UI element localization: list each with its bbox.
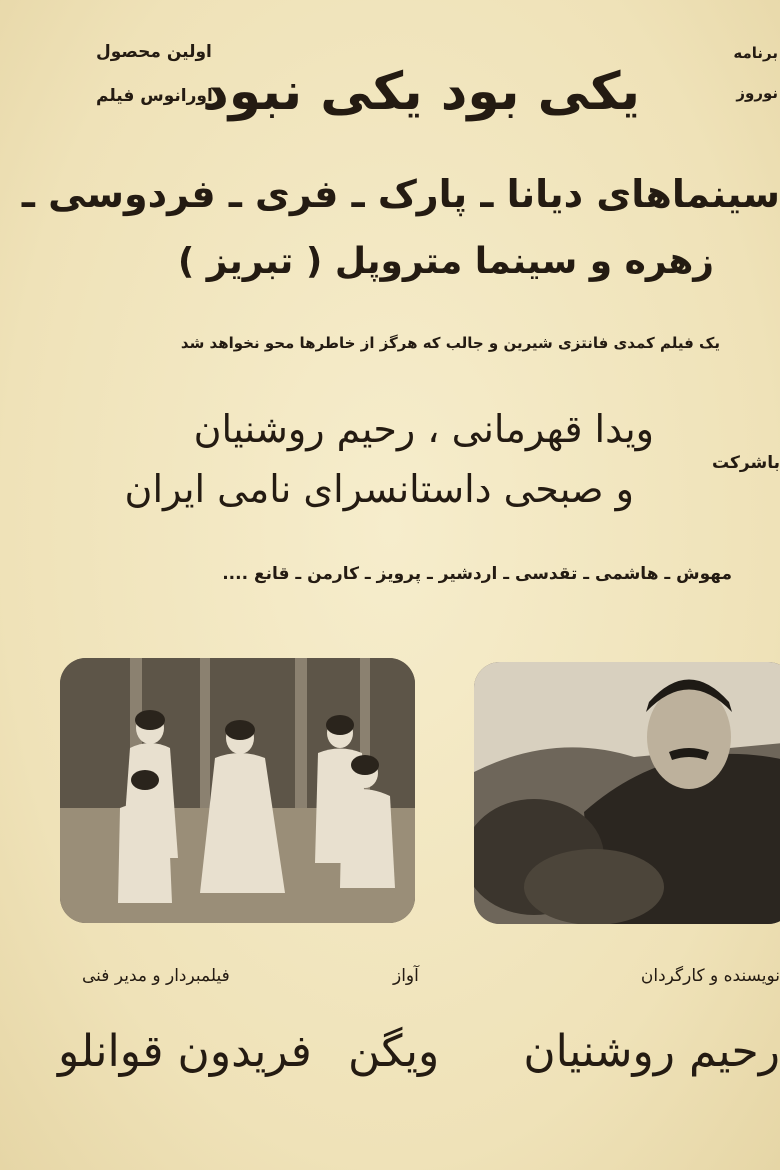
cinemas-line-2: زهره و سینما متروپل ( تبریز ) <box>177 241 714 282</box>
tagline: یک فیلم کمدی فانتزی شیرین و جالب که هرگز از خاطرها محو نخواهد شد <box>180 334 720 352</box>
cinemas-line-1: سینماهای دیانا ـ پارک ـ فری ـ فردوسی ـ <box>21 172 780 216</box>
director-label: نویسنده و کارگردان <box>640 966 780 986</box>
singer-name: ویگن <box>348 1026 440 1077</box>
cast-line-2: و صبحی داستانسرای نامی ایران <box>124 467 634 511</box>
actor-photo <box>474 662 780 924</box>
nowruz-label: نوروز <box>736 84 778 102</box>
film-title: یکی بود یکی نبود <box>202 62 640 122</box>
dancers-photo <box>60 658 415 923</box>
cast-line-1: ویدا قهرمانی ، رحیم روشنیان <box>193 407 654 451</box>
director-name: رحیم روشنیان <box>523 1026 780 1077</box>
cinematographer-name: فریدون قوانلو <box>58 1026 312 1077</box>
singer-label: آواز <box>393 966 419 986</box>
cinematographer-label: فیلمبردار و مدیر فنی <box>82 966 230 986</box>
producer-line-1: اولین محصول <box>96 42 212 62</box>
producer-line-2: اورانوس فیلم <box>96 86 213 106</box>
with-participation-label: باشرکت <box>712 453 780 473</box>
program-label: برنامه <box>733 44 778 62</box>
dancers-list: مهوش ـ هاشمی ـ تقدسی ـ اردشیر ـ پرویز ـ کارمن ـ قانع .... <box>222 564 732 584</box>
